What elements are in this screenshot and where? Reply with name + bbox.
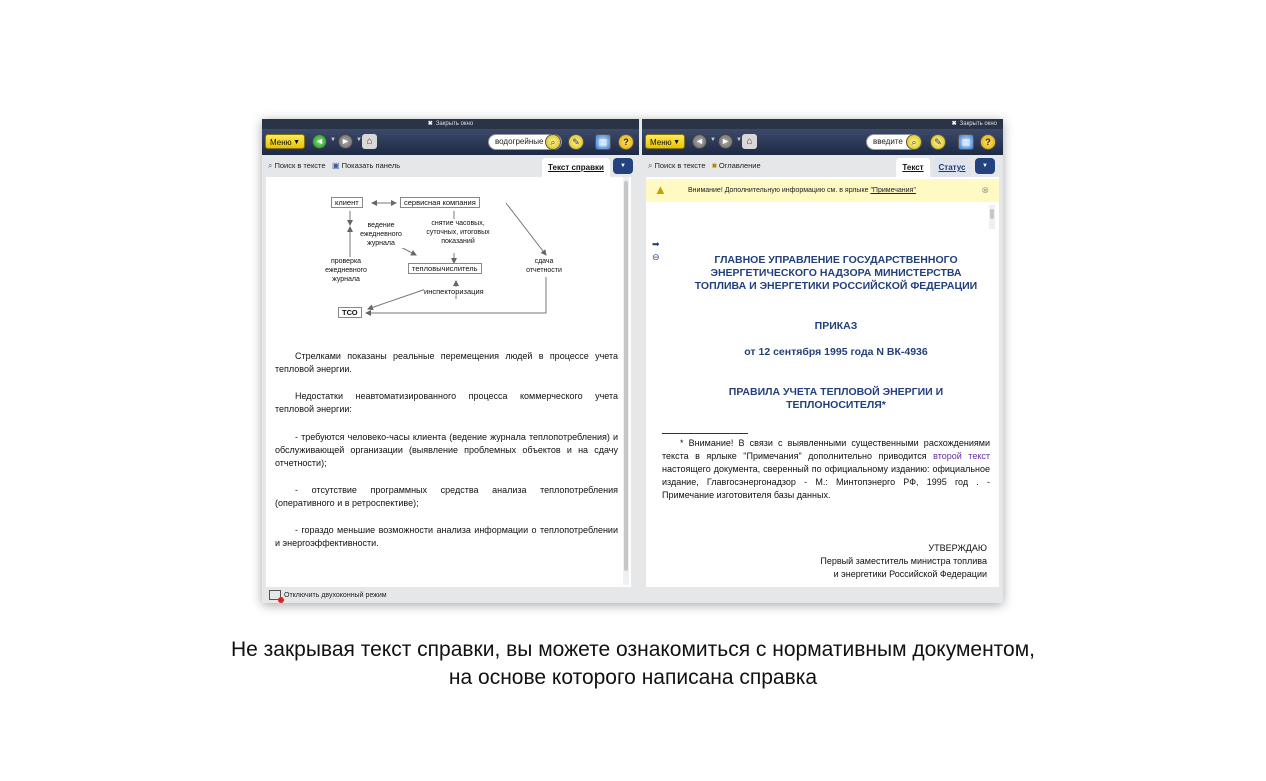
right-pane [642,119,1003,589]
search-input[interactable]: водогрейные [488,134,562,150]
menu-label: Меню [270,138,292,147]
magnifier-icon: ⌕ [268,161,273,170]
contents-link[interactable] [712,161,761,170]
document-text-area [646,177,999,587]
status-bar [262,589,1003,603]
forward-dropdown-icon[interactable]: ▼ [356,137,362,143]
close-label: Закрыть окно [959,121,997,127]
advanced-search-icon[interactable]: ✎ [930,134,946,150]
advanced-search-icon[interactable]: ✎ [568,134,584,150]
diagram-node-readings: снятие часовых, суточных, итоговых показаний [418,219,498,246]
book-icon: ■ [712,161,717,170]
search-in-text-link[interactable] [268,161,326,171]
doc-order-date: от 12 сентября 1995 года N ВК-4936 [744,346,928,358]
paragraph-3: - требуются человеко-часы клиента (ведение журнала теплопотребления) и обслуживающей организации (выявление проблемных объектов и на сдачу отчетности); [275,432,618,468]
right-tab-row [642,155,1003,177]
chevron-down-icon: ▼ [673,139,680,146]
notice-text [688,179,916,202]
diagram-node-tso: ТСО [338,307,362,318]
search-in-text-link[interactable] [648,161,706,171]
footnote-part2: настоящего документа, сверенный по официальному изданию: официальное издание, Главгосэнергонадзор - М.: Минтопэнерго РФ, 1995 год . - Примечание изготовителя базы данных. [662,464,990,500]
approval-word: УТВЕРЖДАЮ [928,543,987,553]
show-panel-link[interactable] [332,161,400,170]
left-tab-row [262,155,639,177]
paragraph-1: Стрелками показаны реальные перемещения людей в процессе учета тепловой энергии. [275,351,618,374]
disable-two-window-link[interactable]: Отключить двухоконный режим [284,592,387,599]
paragraph-4: - отсутствие программных средства анализа теплопотребления (оперативного и в ретроспективе); [275,485,618,508]
help-icon[interactable]: ? [980,134,996,150]
footnote-divider [662,433,748,434]
caption-line-1: Не закрывая текст справки, вы можете ознакомиться с нормативным документом, [230,638,1036,661]
tab-dropdown-icon[interactable]: ▼ [613,158,633,174]
back-dropdown-icon[interactable]: ▼ [330,137,336,143]
notes-link[interactable]: "Примечания" [870,187,916,194]
right-scrollbar-thumb[interactable] [990,209,994,219]
caption-line-2: на основе которого написана справка [448,666,818,689]
diagram-node-calculator: тепловычислитель [408,263,482,274]
contents-label: Оглавление [718,161,761,170]
search-input[interactable]: введите [866,134,922,150]
right-toolbar [642,129,1003,155]
approval-line-1: Первый заместитель министра топлива [820,556,987,566]
left-scrollbar-thumb[interactable] [624,181,628,571]
tab-text[interactable]: Текст [896,158,930,177]
documents-icon[interactable]: ▤ [958,134,974,150]
single-window-icon[interactable] [269,590,281,600]
chevron-down-icon: ▼ [293,139,300,146]
search-icon[interactable]: ⌕ [906,134,922,150]
notice-message: Внимание! Дополнительную информацию см. в ярлыке [688,187,871,194]
magnifier-icon: ⌕ [648,161,653,170]
process-diagram [316,197,566,327]
notice-banner [646,179,999,202]
help-icon[interactable]: ? [618,134,634,150]
tab-status[interactable]: Статус [933,158,971,177]
diagram-node-check: проверка ежедневного журнала [320,257,372,284]
paragraph-2: Недостатки неавтоматизированного процесса коммерческого учета тепловой энергии: [275,391,618,414]
warning-icon: ▲ [654,182,667,197]
help-text-area [266,177,631,587]
close-icon[interactable]: ⊗ [981,185,989,195]
home-icon[interactable]: ⌂ [742,134,757,149]
back-button[interactable]: ◄ [312,134,327,149]
search-in-text-label: Поиск в тексте [274,161,326,170]
right-close-window[interactable] [642,119,1003,129]
footnote-text [662,437,990,502]
search-in-text-label: Поиск в тексте [654,161,706,170]
left-scrollbar[interactable] [623,177,629,585]
documents-icon[interactable]: ▤ [595,134,611,150]
close-icon: ✖ [951,121,957,127]
left-pane [262,119,639,589]
close-icon: ✖ [427,121,433,127]
chevron-down-circle-icon[interactable]: ⊖ [652,252,660,262]
app-window [262,119,1003,603]
panel-icon: ▣ [332,161,340,170]
right-scrollbar[interactable] [989,205,995,229]
tab-dropdown-icon[interactable]: ▼ [975,158,995,174]
close-label: Закрыть окно [435,121,474,127]
caption [0,636,1266,692]
diagram-node-service: сервисная компания [400,197,480,208]
show-panel-label: Показать панель [341,161,401,170]
menu-label: Меню [650,138,672,147]
diagram-node-client: клиент [331,197,363,208]
diagram-node-reporting: сдача отчетности [522,257,566,275]
arrow-right-icon[interactable]: ➡ [652,239,660,249]
menu-button[interactable] [645,134,685,149]
left-close-window[interactable] [262,119,639,129]
search-icon[interactable]: ⌕ [545,134,561,150]
forward-button[interactable]: ► [338,134,353,149]
diagram-node-inspection: инспекторизация [424,287,484,296]
menu-button[interactable] [265,134,305,149]
footnote-part1: * Внимание! В связи с выявленными существенными расхождениями текста в ярлыке "Примечания" дополнительно приводится [662,438,990,461]
back-button[interactable]: ◄ [692,134,707,149]
left-toolbar [262,129,639,155]
forward-dropdown-icon[interactable]: ▼ [736,137,742,143]
forward-button[interactable]: ► [718,134,733,149]
home-icon[interactable]: ⌂ [362,134,377,149]
back-dropdown-icon[interactable]: ▼ [710,137,716,143]
diagram-node-journal: ведение ежедневного журнала [356,221,406,248]
doc-rules-title: ПРАВИЛА УЧЕТА ТЕПЛОВОЙ ЭНЕРГИИ И ТЕПЛОНОСИТЕЛЯ* [728,386,944,411]
approval-line-2: и энергетики Российской Федерации [833,569,987,579]
doc-order: ПРИКАЗ [814,320,858,332]
second-text-link[interactable]: второй текст [933,451,990,461]
tab-help-text[interactable]: Текст справки [542,158,610,177]
paragraph-5: - гораздо меньшие возможности анализа информации о теплопотреблении и энергоэффективности. [275,525,618,548]
doc-heading: ГЛАВНОЕ УПРАВЛЕНИЕ ГОСУДАРСТВЕННОГО ЭНЕРГЕТИЧЕСКОГО НАДЗОРА МИНИСТЕРСТВА ТОПЛИВА И ЭНЕРГЕТИКИ РОССИЙСКОЙ ФЕДЕРАЦИИ [694,254,978,292]
